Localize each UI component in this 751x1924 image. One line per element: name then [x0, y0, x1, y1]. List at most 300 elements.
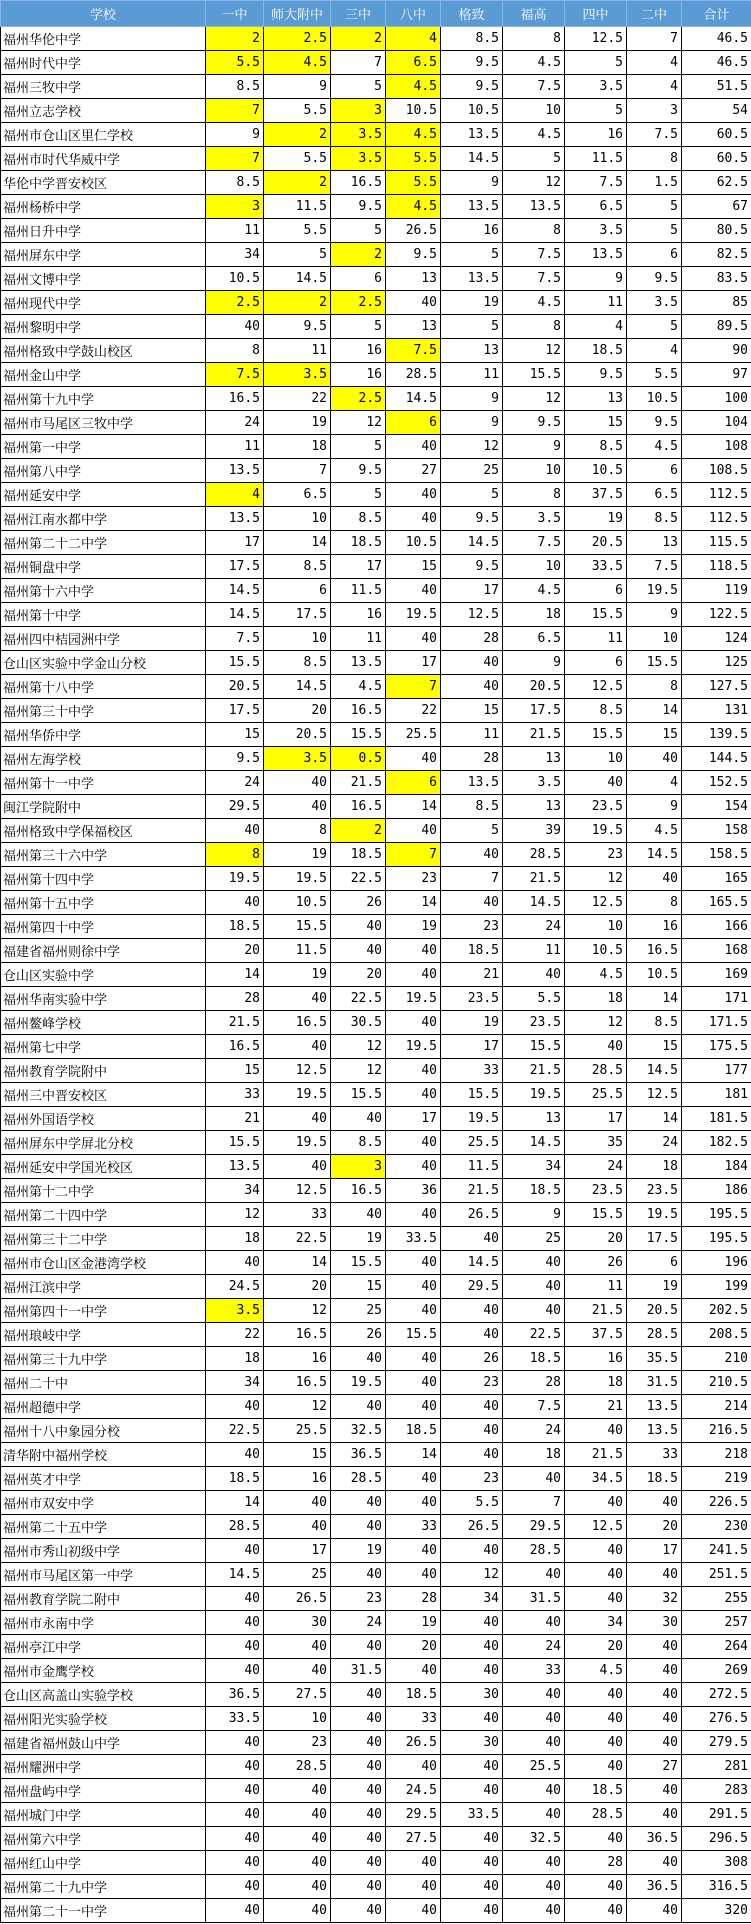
- score-cell[interactable]: 40: [206, 1875, 264, 1899]
- score-cell[interactable]: 19: [565, 507, 627, 531]
- score-cell[interactable]: 40: [386, 627, 441, 651]
- score-cell[interactable]: 20.5: [503, 675, 565, 699]
- score-cell[interactable]: 40: [206, 1251, 264, 1275]
- score-cell[interactable]: 40: [331, 939, 386, 963]
- score-cell[interactable]: 17.5: [627, 1227, 682, 1251]
- score-cell[interactable]: 40: [565, 1875, 627, 1899]
- score-cell[interactable]: 40: [565, 1035, 627, 1059]
- score-cell[interactable]: 20: [331, 963, 386, 987]
- total-cell[interactable]: 182.5: [682, 1131, 751, 1155]
- score-cell[interactable]: 4.5: [386, 123, 441, 147]
- score-cell[interactable]: 40: [503, 1779, 565, 1803]
- total-cell[interactable]: 85: [682, 291, 751, 315]
- score-cell[interactable]: 40: [503, 963, 565, 987]
- score-cell[interactable]: 30.5: [331, 1011, 386, 1035]
- score-cell[interactable]: 12.5: [441, 603, 503, 627]
- total-cell[interactable]: 46.5: [682, 27, 751, 51]
- total-cell[interactable]: 115.5: [682, 531, 751, 555]
- score-cell[interactable]: 23.5: [627, 1179, 682, 1203]
- score-cell[interactable]: 25.5: [264, 1419, 331, 1443]
- score-cell[interactable]: 40: [441, 1635, 503, 1659]
- school-name-cell[interactable]: 福州第三十二中学: [1, 1227, 206, 1251]
- school-name-cell[interactable]: 福州左海学校: [1, 747, 206, 771]
- total-cell[interactable]: 158.5: [682, 843, 751, 867]
- score-cell[interactable]: 26.5: [264, 1587, 331, 1611]
- school-name-cell[interactable]: 福州三中晋安校区: [1, 1083, 206, 1107]
- score-cell[interactable]: 13.5: [627, 1419, 682, 1443]
- score-cell[interactable]: 28.5: [264, 1755, 331, 1779]
- score-cell[interactable]: 40: [206, 819, 264, 843]
- total-cell[interactable]: 165.5: [682, 891, 751, 915]
- score-cell[interactable]: 40: [331, 1851, 386, 1875]
- score-cell[interactable]: 40: [386, 1299, 441, 1323]
- school-name-cell[interactable]: 福州立志学校: [1, 99, 206, 123]
- score-cell[interactable]: 3: [627, 99, 682, 123]
- score-cell[interactable]: 18: [627, 1155, 682, 1179]
- score-cell[interactable]: 40: [441, 1395, 503, 1419]
- score-cell[interactable]: 4.5: [565, 1659, 627, 1683]
- school-name-cell[interactable]: 福州第十中学: [1, 603, 206, 627]
- score-cell[interactable]: 7: [386, 675, 441, 699]
- score-cell[interactable]: 6.5: [503, 627, 565, 651]
- score-cell[interactable]: 27.5: [264, 1683, 331, 1707]
- score-cell[interactable]: 6: [627, 1251, 682, 1275]
- score-cell[interactable]: 15: [206, 1059, 264, 1083]
- score-cell[interactable]: 8.5: [206, 75, 264, 99]
- score-cell[interactable]: 5: [331, 435, 386, 459]
- school-name-cell[interactable]: 仓山区实验中学金山分校: [1, 651, 206, 675]
- score-cell[interactable]: 26: [565, 1251, 627, 1275]
- score-cell[interactable]: 40: [206, 315, 264, 339]
- total-cell[interactable]: 171.5: [682, 1011, 751, 1035]
- score-cell[interactable]: 40: [503, 1251, 565, 1275]
- school-name-cell[interactable]: 福州市双安中学: [1, 1491, 206, 1515]
- school-name-cell[interactable]: 福州第十八中学: [1, 675, 206, 699]
- score-cell[interactable]: 10: [503, 555, 565, 579]
- score-cell[interactable]: 40: [441, 1707, 503, 1731]
- score-cell[interactable]: 11: [565, 291, 627, 315]
- total-cell[interactable]: 281: [682, 1755, 751, 1779]
- school-name-cell[interactable]: 福州第三十中学: [1, 699, 206, 723]
- score-cell[interactable]: 40: [206, 1899, 264, 1923]
- col-header-erzhong[interactable]: 二中: [627, 1, 682, 27]
- score-cell[interactable]: 4.5: [386, 195, 441, 219]
- score-cell[interactable]: 33.5: [386, 1227, 441, 1251]
- score-cell[interactable]: 6.5: [264, 483, 331, 507]
- score-cell[interactable]: 40: [565, 1419, 627, 1443]
- total-cell[interactable]: 276.5: [682, 1707, 751, 1731]
- score-cell[interactable]: 5.5: [264, 219, 331, 243]
- score-cell[interactable]: 19: [441, 291, 503, 315]
- school-name-cell[interactable]: 福州格致中学鼓山校区: [1, 339, 206, 363]
- score-cell[interactable]: 9.5: [503, 411, 565, 435]
- score-cell[interactable]: 3.5: [331, 147, 386, 171]
- total-cell[interactable]: 184: [682, 1155, 751, 1179]
- total-cell[interactable]: 144.5: [682, 747, 751, 771]
- score-cell[interactable]: 3.5: [206, 1299, 264, 1323]
- score-cell[interactable]: 16.5: [206, 387, 264, 411]
- score-cell[interactable]: 23.5: [441, 987, 503, 1011]
- score-cell[interactable]: 22: [206, 1323, 264, 1347]
- score-cell[interactable]: 32: [627, 1587, 682, 1611]
- score-cell[interactable]: 40: [386, 1371, 441, 1395]
- score-cell[interactable]: 18: [503, 603, 565, 627]
- score-cell[interactable]: 40: [206, 891, 264, 915]
- score-cell[interactable]: 22.5: [264, 1227, 331, 1251]
- score-cell[interactable]: 14.5: [441, 1251, 503, 1275]
- total-cell[interactable]: 320: [682, 1899, 751, 1923]
- score-cell[interactable]: 40: [331, 1779, 386, 1803]
- score-cell[interactable]: 31.5: [331, 1659, 386, 1683]
- score-cell[interactable]: 13: [627, 531, 682, 555]
- score-cell[interactable]: 34.5: [565, 1467, 627, 1491]
- school-name-cell[interactable]: 华伦中学晋安校区: [1, 171, 206, 195]
- score-cell[interactable]: 40: [386, 939, 441, 963]
- score-cell[interactable]: 10.5: [627, 963, 682, 987]
- score-cell[interactable]: 4: [627, 75, 682, 99]
- score-cell[interactable]: 18: [206, 1347, 264, 1371]
- score-cell[interactable]: 29.5: [206, 795, 264, 819]
- score-cell[interactable]: 13.5: [441, 195, 503, 219]
- score-cell[interactable]: 6: [627, 459, 682, 483]
- score-cell[interactable]: 27: [627, 1755, 682, 1779]
- score-cell[interactable]: 11.5: [264, 939, 331, 963]
- score-cell[interactable]: 40: [441, 1827, 503, 1851]
- score-cell[interactable]: 10.5: [627, 387, 682, 411]
- score-cell[interactable]: 40: [264, 1659, 331, 1683]
- score-cell[interactable]: 15.5: [331, 1083, 386, 1107]
- score-cell[interactable]: 12: [441, 435, 503, 459]
- score-cell[interactable]: 35.5: [627, 1347, 682, 1371]
- score-cell[interactable]: 13: [386, 267, 441, 291]
- score-cell[interactable]: 40: [441, 1851, 503, 1875]
- school-name-cell[interactable]: 福州外国语学校: [1, 1107, 206, 1131]
- score-cell[interactable]: 21.5: [503, 867, 565, 891]
- school-name-cell[interactable]: 福州鳌峰学校: [1, 1011, 206, 1035]
- score-cell[interactable]: 21: [565, 1395, 627, 1419]
- score-cell[interactable]: 40: [565, 1491, 627, 1515]
- score-cell[interactable]: 8.5: [206, 171, 264, 195]
- score-cell[interactable]: 30: [441, 1731, 503, 1755]
- score-cell[interactable]: 3: [206, 195, 264, 219]
- score-cell[interactable]: 9.5: [206, 747, 264, 771]
- score-cell[interactable]: 18: [206, 1227, 264, 1251]
- score-cell[interactable]: 25: [503, 1227, 565, 1251]
- total-cell[interactable]: 89.5: [682, 315, 751, 339]
- school-name-cell[interactable]: 福州第二十九中学: [1, 1875, 206, 1899]
- school-name-cell[interactable]: 福州杨桥中学: [1, 195, 206, 219]
- total-cell[interactable]: 230: [682, 1515, 751, 1539]
- score-cell[interactable]: 14: [627, 987, 682, 1011]
- score-cell[interactable]: 32.5: [503, 1827, 565, 1851]
- col-header-school[interactable]: 学校: [1, 1, 206, 27]
- score-cell[interactable]: 11: [331, 627, 386, 651]
- score-cell[interactable]: 19.5: [627, 579, 682, 603]
- score-cell[interactable]: 17: [331, 555, 386, 579]
- score-cell[interactable]: 40: [503, 1707, 565, 1731]
- school-name-cell[interactable]: 福州时代中学: [1, 51, 206, 75]
- score-cell[interactable]: 33.5: [565, 555, 627, 579]
- score-cell[interactable]: 28: [206, 987, 264, 1011]
- score-cell[interactable]: 40: [565, 1731, 627, 1755]
- score-cell[interactable]: 16.5: [264, 1323, 331, 1347]
- score-cell[interactable]: 14.5: [206, 603, 264, 627]
- score-cell[interactable]: 21.5: [331, 771, 386, 795]
- score-cell[interactable]: 21.5: [565, 1299, 627, 1323]
- col-header-yizhong[interactable]: 一中: [206, 1, 264, 27]
- col-header-total[interactable]: 合计: [682, 1, 751, 27]
- score-cell[interactable]: 14: [206, 963, 264, 987]
- school-name-cell[interactable]: 福州延安中学国光校区: [1, 1155, 206, 1179]
- score-cell[interactable]: 19: [331, 1539, 386, 1563]
- score-cell[interactable]: 11: [565, 1275, 627, 1299]
- total-cell[interactable]: 186: [682, 1179, 751, 1203]
- score-cell[interactable]: 40: [441, 1419, 503, 1443]
- score-cell[interactable]: 22.5: [503, 1323, 565, 1347]
- score-cell[interactable]: 4.5: [503, 291, 565, 315]
- score-cell[interactable]: 40: [386, 1059, 441, 1083]
- score-cell[interactable]: 40: [441, 1659, 503, 1683]
- score-cell[interactable]: 17: [386, 1107, 441, 1131]
- score-cell[interactable]: 10: [565, 747, 627, 771]
- score-cell[interactable]: 40: [264, 1107, 331, 1131]
- score-cell[interactable]: 32.5: [331, 1419, 386, 1443]
- score-cell[interactable]: 19.5: [386, 987, 441, 1011]
- score-cell[interactable]: 15.5: [331, 1251, 386, 1275]
- score-cell[interactable]: 7.5: [503, 267, 565, 291]
- score-cell[interactable]: 34: [206, 243, 264, 267]
- score-cell[interactable]: 26.5: [386, 1731, 441, 1755]
- score-cell[interactable]: 40: [264, 1827, 331, 1851]
- score-cell[interactable]: 18.5: [331, 531, 386, 555]
- score-cell[interactable]: 12: [503, 339, 565, 363]
- score-cell[interactable]: 17: [386, 651, 441, 675]
- score-cell[interactable]: 16.5: [627, 939, 682, 963]
- score-cell[interactable]: 28.5: [331, 1467, 386, 1491]
- score-cell[interactable]: 34: [565, 1611, 627, 1635]
- score-cell[interactable]: 7: [627, 27, 682, 51]
- score-cell[interactable]: 9.5: [331, 195, 386, 219]
- score-cell[interactable]: 40: [441, 1539, 503, 1563]
- score-cell[interactable]: 5.5: [503, 987, 565, 1011]
- score-cell[interactable]: 29.5: [503, 1515, 565, 1539]
- score-cell[interactable]: 40: [386, 819, 441, 843]
- school-name-cell[interactable]: 福州十八中象园分校: [1, 1419, 206, 1443]
- score-cell[interactable]: 40: [386, 1851, 441, 1875]
- score-cell[interactable]: 4.5: [386, 75, 441, 99]
- score-cell[interactable]: 3.5: [565, 75, 627, 99]
- score-cell[interactable]: 9.5: [441, 75, 503, 99]
- school-name-cell[interactable]: 福州琅岐中学: [1, 1323, 206, 1347]
- score-cell[interactable]: 4.5: [627, 435, 682, 459]
- score-cell[interactable]: 40: [386, 507, 441, 531]
- score-cell[interactable]: 40: [206, 1587, 264, 1611]
- score-cell[interactable]: 7: [206, 99, 264, 123]
- score-cell[interactable]: 12: [331, 1059, 386, 1083]
- score-cell[interactable]: 14.5: [386, 387, 441, 411]
- score-cell[interactable]: 28.5: [565, 1059, 627, 1083]
- score-cell[interactable]: 19.5: [386, 603, 441, 627]
- score-cell[interactable]: 40: [206, 1731, 264, 1755]
- score-cell[interactable]: 22.5: [331, 987, 386, 1011]
- school-name-cell[interactable]: 福州市秀山初级中学: [1, 1539, 206, 1563]
- score-cell[interactable]: 12: [503, 387, 565, 411]
- score-cell[interactable]: 40: [386, 1899, 441, 1923]
- score-cell[interactable]: 15.5: [503, 1035, 565, 1059]
- score-cell[interactable]: 27: [386, 459, 441, 483]
- school-name-cell[interactable]: 福州第一中学: [1, 435, 206, 459]
- score-cell[interactable]: 40: [503, 1611, 565, 1635]
- score-cell[interactable]: 14.5: [627, 1059, 682, 1083]
- score-cell[interactable]: 15.5: [264, 915, 331, 939]
- score-cell[interactable]: 33.5: [441, 1803, 503, 1827]
- score-cell[interactable]: 9: [206, 123, 264, 147]
- score-cell[interactable]: 2: [331, 819, 386, 843]
- score-cell[interactable]: 9.5: [386, 243, 441, 267]
- score-cell[interactable]: 7: [441, 867, 503, 891]
- score-cell[interactable]: 3: [331, 99, 386, 123]
- score-cell[interactable]: 8.5: [264, 555, 331, 579]
- score-cell[interactable]: 12: [331, 1035, 386, 1059]
- score-cell[interactable]: 14: [206, 1491, 264, 1515]
- score-cell[interactable]: 33: [503, 1659, 565, 1683]
- score-cell[interactable]: 21.5: [441, 1179, 503, 1203]
- score-cell[interactable]: 7.5: [565, 171, 627, 195]
- score-cell[interactable]: 9.5: [627, 267, 682, 291]
- score-cell[interactable]: 18.5: [503, 1179, 565, 1203]
- total-cell[interactable]: 54: [682, 99, 751, 123]
- score-cell[interactable]: 25.5: [565, 1083, 627, 1107]
- total-cell[interactable]: 119: [682, 579, 751, 603]
- score-cell[interactable]: 3.5: [627, 291, 682, 315]
- score-cell[interactable]: 40: [441, 843, 503, 867]
- total-cell[interactable]: 264: [682, 1635, 751, 1659]
- score-cell[interactable]: 11.5: [441, 1155, 503, 1179]
- score-cell[interactable]: 40: [386, 1563, 441, 1587]
- score-cell[interactable]: 28: [386, 1587, 441, 1611]
- score-cell[interactable]: 40: [206, 1539, 264, 1563]
- score-cell[interactable]: 9: [441, 171, 503, 195]
- school-name-cell[interactable]: 福州教育学院二附中: [1, 1587, 206, 1611]
- score-cell[interactable]: 9: [565, 267, 627, 291]
- score-cell[interactable]: 10: [503, 459, 565, 483]
- score-cell[interactable]: 31.5: [503, 1587, 565, 1611]
- score-cell[interactable]: 2.5: [264, 27, 331, 51]
- score-cell[interactable]: 14: [264, 531, 331, 555]
- score-cell[interactable]: 4: [627, 339, 682, 363]
- score-cell[interactable]: 15.5: [565, 723, 627, 747]
- total-cell[interactable]: 216.5: [682, 1419, 751, 1443]
- score-cell[interactable]: 14: [386, 1443, 441, 1467]
- school-name-cell[interactable]: 福州市马尾区三牧中学: [1, 411, 206, 435]
- score-cell[interactable]: 40: [627, 1707, 682, 1731]
- score-cell[interactable]: 16: [264, 1467, 331, 1491]
- score-cell[interactable]: 40: [503, 1899, 565, 1923]
- score-cell[interactable]: 10: [503, 99, 565, 123]
- score-cell[interactable]: 23: [264, 1731, 331, 1755]
- score-cell[interactable]: 7: [206, 147, 264, 171]
- score-cell[interactable]: 3.5: [331, 123, 386, 147]
- score-cell[interactable]: 3: [331, 1155, 386, 1179]
- score-cell[interactable]: 8: [627, 147, 682, 171]
- total-cell[interactable]: 214: [682, 1395, 751, 1419]
- school-name-cell[interactable]: 福州第三十六中学: [1, 843, 206, 867]
- score-cell[interactable]: 5: [331, 75, 386, 99]
- score-cell[interactable]: 16: [627, 915, 682, 939]
- score-cell[interactable]: 12.5: [565, 891, 627, 915]
- score-cell[interactable]: 40: [206, 1827, 264, 1851]
- score-cell[interactable]: 40: [441, 651, 503, 675]
- score-cell[interactable]: 28.5: [386, 363, 441, 387]
- score-cell[interactable]: 40: [441, 1899, 503, 1923]
- score-cell[interactable]: 8.5: [441, 795, 503, 819]
- score-cell[interactable]: 20: [565, 1635, 627, 1659]
- total-cell[interactable]: 196: [682, 1251, 751, 1275]
- score-cell[interactable]: 12.5: [565, 675, 627, 699]
- score-cell[interactable]: 4.5: [331, 675, 386, 699]
- score-cell[interactable]: 10.5: [206, 267, 264, 291]
- col-header-sanzhong[interactable]: 三中: [331, 1, 386, 27]
- score-cell[interactable]: 24: [206, 771, 264, 795]
- score-cell[interactable]: 16.5: [206, 1035, 264, 1059]
- score-cell[interactable]: 40: [627, 1491, 682, 1515]
- score-cell[interactable]: 9: [441, 387, 503, 411]
- total-cell[interactable]: 181: [682, 1083, 751, 1107]
- score-cell[interactable]: 17.5: [503, 699, 565, 723]
- total-cell[interactable]: 296.5: [682, 1827, 751, 1851]
- score-cell[interactable]: 18.5: [386, 1683, 441, 1707]
- score-cell[interactable]: 40: [206, 1611, 264, 1635]
- score-cell[interactable]: 40: [264, 1491, 331, 1515]
- score-cell[interactable]: 24: [503, 915, 565, 939]
- score-cell[interactable]: 20: [264, 1275, 331, 1299]
- total-cell[interactable]: 108: [682, 435, 751, 459]
- score-cell[interactable]: 15: [627, 723, 682, 747]
- score-cell[interactable]: 13.5: [441, 771, 503, 795]
- score-cell[interactable]: 5.5: [441, 1491, 503, 1515]
- total-cell[interactable]: 83.5: [682, 267, 751, 291]
- school-name-cell[interactable]: 福州第八中学: [1, 459, 206, 483]
- score-cell[interactable]: 9: [441, 411, 503, 435]
- score-cell[interactable]: 34: [206, 1179, 264, 1203]
- score-cell[interactable]: 5: [627, 219, 682, 243]
- score-cell[interactable]: 4.5: [627, 819, 682, 843]
- score-cell[interactable]: 40: [331, 1515, 386, 1539]
- school-name-cell[interactable]: 清华附中福州学校: [1, 1443, 206, 1467]
- score-cell[interactable]: 40: [441, 1875, 503, 1899]
- score-cell[interactable]: 10.5: [441, 99, 503, 123]
- score-cell[interactable]: 36: [386, 1179, 441, 1203]
- school-name-cell[interactable]: 闽江学院附中: [1, 795, 206, 819]
- score-cell[interactable]: 40: [565, 1707, 627, 1731]
- total-cell[interactable]: 51.5: [682, 75, 751, 99]
- score-cell[interactable]: 5.5: [264, 99, 331, 123]
- score-cell[interactable]: 5: [264, 243, 331, 267]
- score-cell[interactable]: 40: [386, 1395, 441, 1419]
- score-cell[interactable]: 40: [206, 1395, 264, 1419]
- score-cell[interactable]: 33.5: [206, 1707, 264, 1731]
- total-cell[interactable]: 291.5: [682, 1803, 751, 1827]
- score-cell[interactable]: 16: [331, 363, 386, 387]
- total-cell[interactable]: 100: [682, 387, 751, 411]
- score-cell[interactable]: 19: [264, 843, 331, 867]
- score-cell[interactable]: 22.5: [331, 867, 386, 891]
- score-cell[interactable]: 5: [331, 483, 386, 507]
- school-name-cell[interactable]: 福州第十二中学: [1, 1179, 206, 1203]
- score-cell[interactable]: 8.5: [441, 27, 503, 51]
- score-cell[interactable]: 34: [206, 1371, 264, 1395]
- score-cell[interactable]: 40: [331, 1755, 386, 1779]
